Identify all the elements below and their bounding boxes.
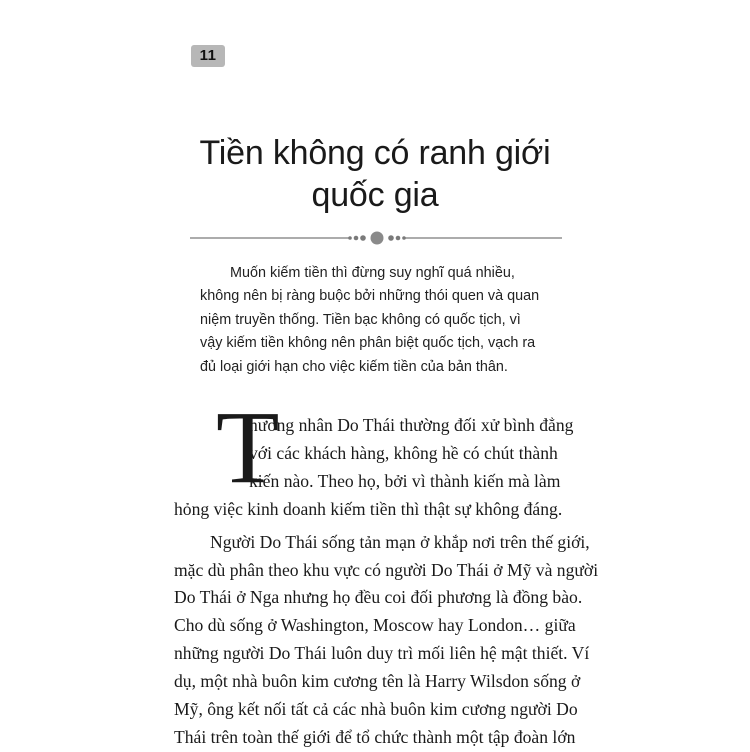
paragraph-line: Cho dù sống ở Washington, Moscow hay London… giữa [174, 615, 576, 636]
ornament-dot-left-mid [354, 236, 359, 241]
intro-line: Muốn kiếm tiền thì đừng suy nghĩ quá nhiều, [230, 265, 515, 281]
paragraph-line: Mỹ, ông kết nối tất cả các nhà buôn kim cương người Do [174, 699, 578, 720]
intro-line: vậy kiếm tiền không nên phân biệt quốc tịch, vạch ra [200, 335, 536, 352]
paragraph-2 [174, 529, 599, 752]
ornament-center-dot [371, 232, 384, 245]
chapter-title-line-1: Tiền không có ranh giới [199, 134, 551, 172]
paragraph-line: Người Do Thái sống tản mạn ở khắp nơi trên thế giới, [210, 531, 590, 552]
ornament-dot-left-small [348, 236, 352, 240]
paragraph-line: Do Thái ở Nga nhưng họ đều coi đối phương là đồng bào. [174, 587, 583, 608]
page-number: 11 [191, 45, 225, 67]
paragraph-line: hỏng việc kinh doanh kiếm tiền thì thật sự không đáng. [174, 498, 563, 519]
paragraph-line: dụ, một nhà buôn kim cương tên là Harry Wilsdon sống ở [174, 671, 581, 692]
paragraph-line: mặc dù phân theo khu vực có người Do Thái ở Mỹ và người [174, 559, 599, 580]
intro-summary [200, 262, 540, 379]
ornament-dot-right-large [388, 235, 394, 241]
paragraph-line: hương nhân Do Thái thường đối xử bình đẳng [249, 415, 574, 435]
ornament-divider [190, 226, 562, 250]
intro-line: niệm truyền thống. Tiền bạc không có quốc tịch, vì [200, 311, 521, 328]
drop-cap: T [216, 390, 280, 505]
paragraph-1 [174, 412, 584, 524]
paragraph-line: kiến nào. Theo họ, bởi vì thành kiến mà làm [249, 470, 561, 491]
ornament-dot-right-mid [396, 236, 401, 241]
intro-line: không nên bị ràng buộc bởi những thói quen và quan [200, 288, 540, 305]
paragraph-line: Thái trên toàn thế giới để tổ chức thành một tập đoàn lớn [174, 726, 576, 747]
intro-line: đủ loại giới hạn cho việc kiếm tiền của bản thân. [200, 358, 508, 375]
paragraph-line: những người Do Thái luôn duy trì mối liên hệ mật thiết. Ví [174, 643, 590, 664]
body-text [174, 412, 599, 752]
paragraph-line: với các khách hàng, không hề có chút thành [249, 442, 558, 463]
ornament-dot-left-large [360, 235, 366, 241]
chapter-title [150, 132, 600, 216]
chapter-title-line-2: quốc gia [311, 176, 439, 214]
